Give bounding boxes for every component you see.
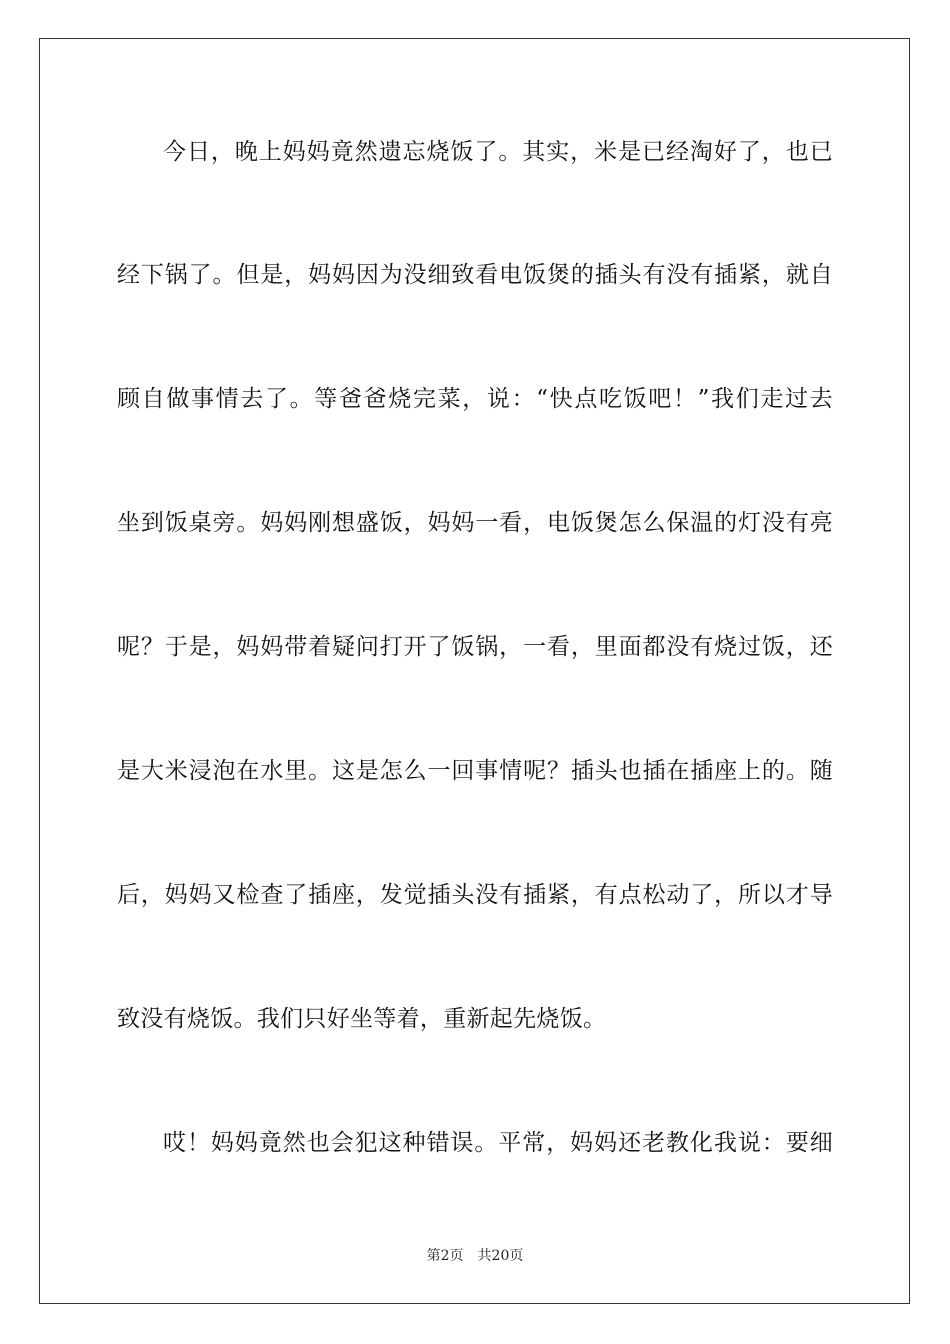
text-line-4: 坐到饭桌旁。妈妈刚想盛饭，妈妈一看，电饭煲怎么保温的灯没有亮 xyxy=(117,510,833,536)
page-number: 第2页 xyxy=(426,1248,464,1264)
page-footer xyxy=(0,1246,950,1266)
text-line-9: 哎！妈妈竟然也会犯这种错误。平常，妈妈还老教化我说：要细 xyxy=(163,1130,833,1156)
text-line-5: 呢？于是，妈妈带着疑问打开了饭锅，一看，里面都没有烧过饭，还 xyxy=(117,634,833,660)
text-line-6: 是大米浸泡在水里。这是怎么一回事情呢？插头也插在插座上的。随 xyxy=(117,758,833,784)
text-line-1: 今日，晚上妈妈竟然遗忘烧饭了。其实，米是已经淘好了，也已 xyxy=(163,139,833,165)
text-line-8: 致没有烧饭。我们只好坐等着，重新起先烧饭。 xyxy=(117,1006,607,1032)
text-line-7: 后，妈妈又检查了插座，发觉插头没有插紧，有点松动了，所以才导 xyxy=(117,882,833,908)
text-line-2: 经下锅了。但是，妈妈因为没细致看电饭煲的插头有没有插紧，就自 xyxy=(117,262,833,288)
page-total: 共20页 xyxy=(477,1248,524,1264)
page-border xyxy=(39,38,910,1304)
text-line-3: 顾自做事情去了。等爸爸烧完菜，说：“快点吃饭吧！”我们走过去 xyxy=(117,386,833,412)
